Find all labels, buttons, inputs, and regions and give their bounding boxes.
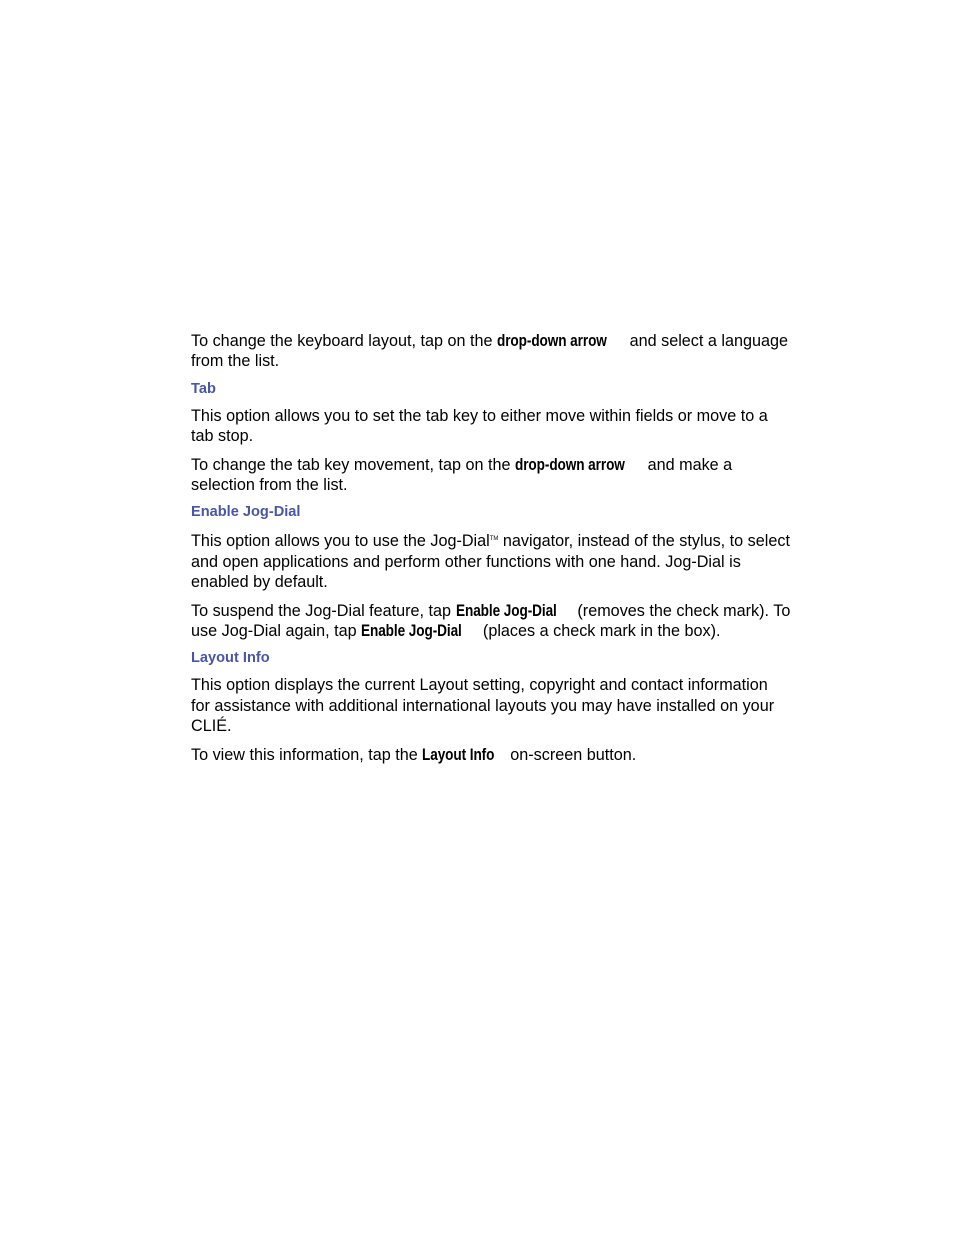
layout-info-heading: Layout Info	[191, 650, 270, 667]
enable-jog-dial-reference: Enable Jog-Dial	[361, 622, 462, 641]
jog-dial-description: This option allows you to use the Jog-Dial™ navigator, instead of the stylus, to select and open applications and perform other functions with one hand. Jog-Dial is enabled by default.	[191, 532, 790, 592]
drop-down-arrow-reference: drop-down arrow	[496, 332, 607, 350]
tab-instructions: To change the tab key movement, tap on the drop-down arrow and make a selection from the list.	[191, 455, 733, 495]
intro-paragraph: To change the keyboard layout, tap on the drop-down arrow and select a language from the list.	[191, 332, 789, 371]
layout-info-description: This option displays the current Layout setting, copyright and contact information for assistance with additional international layouts you may have installed on your CLIÉ.	[191, 676, 775, 736]
document-body	[191, 331, 791, 765]
tab-description: This option allows you to set the tab key to either move within fields or move to a tab stop.	[191, 406, 768, 446]
layout-info-button-reference: Layout Info	[422, 745, 495, 764]
trademark-symbol: TM	[489, 536, 499, 543]
enable-jog-dial-reference: Enable Jog-Dial	[455, 601, 557, 620]
enable-jog-dial-heading: Enable Jog-Dial	[191, 504, 301, 521]
jog-dial-instructions: To suspend the Jog-Dial feature, tap Enable Jog-Dial (removes the check mark). To use Jog-Dial again, tap Enable Jog-Dial (places a check mark in the box).	[191, 601, 791, 641]
drop-down-arrow-reference: drop-down arrow	[514, 455, 625, 474]
tab-heading: Tab	[191, 380, 216, 397]
layout-info-instructions: To view this information, tap the Layout Info on-screen button.	[191, 745, 637, 764]
